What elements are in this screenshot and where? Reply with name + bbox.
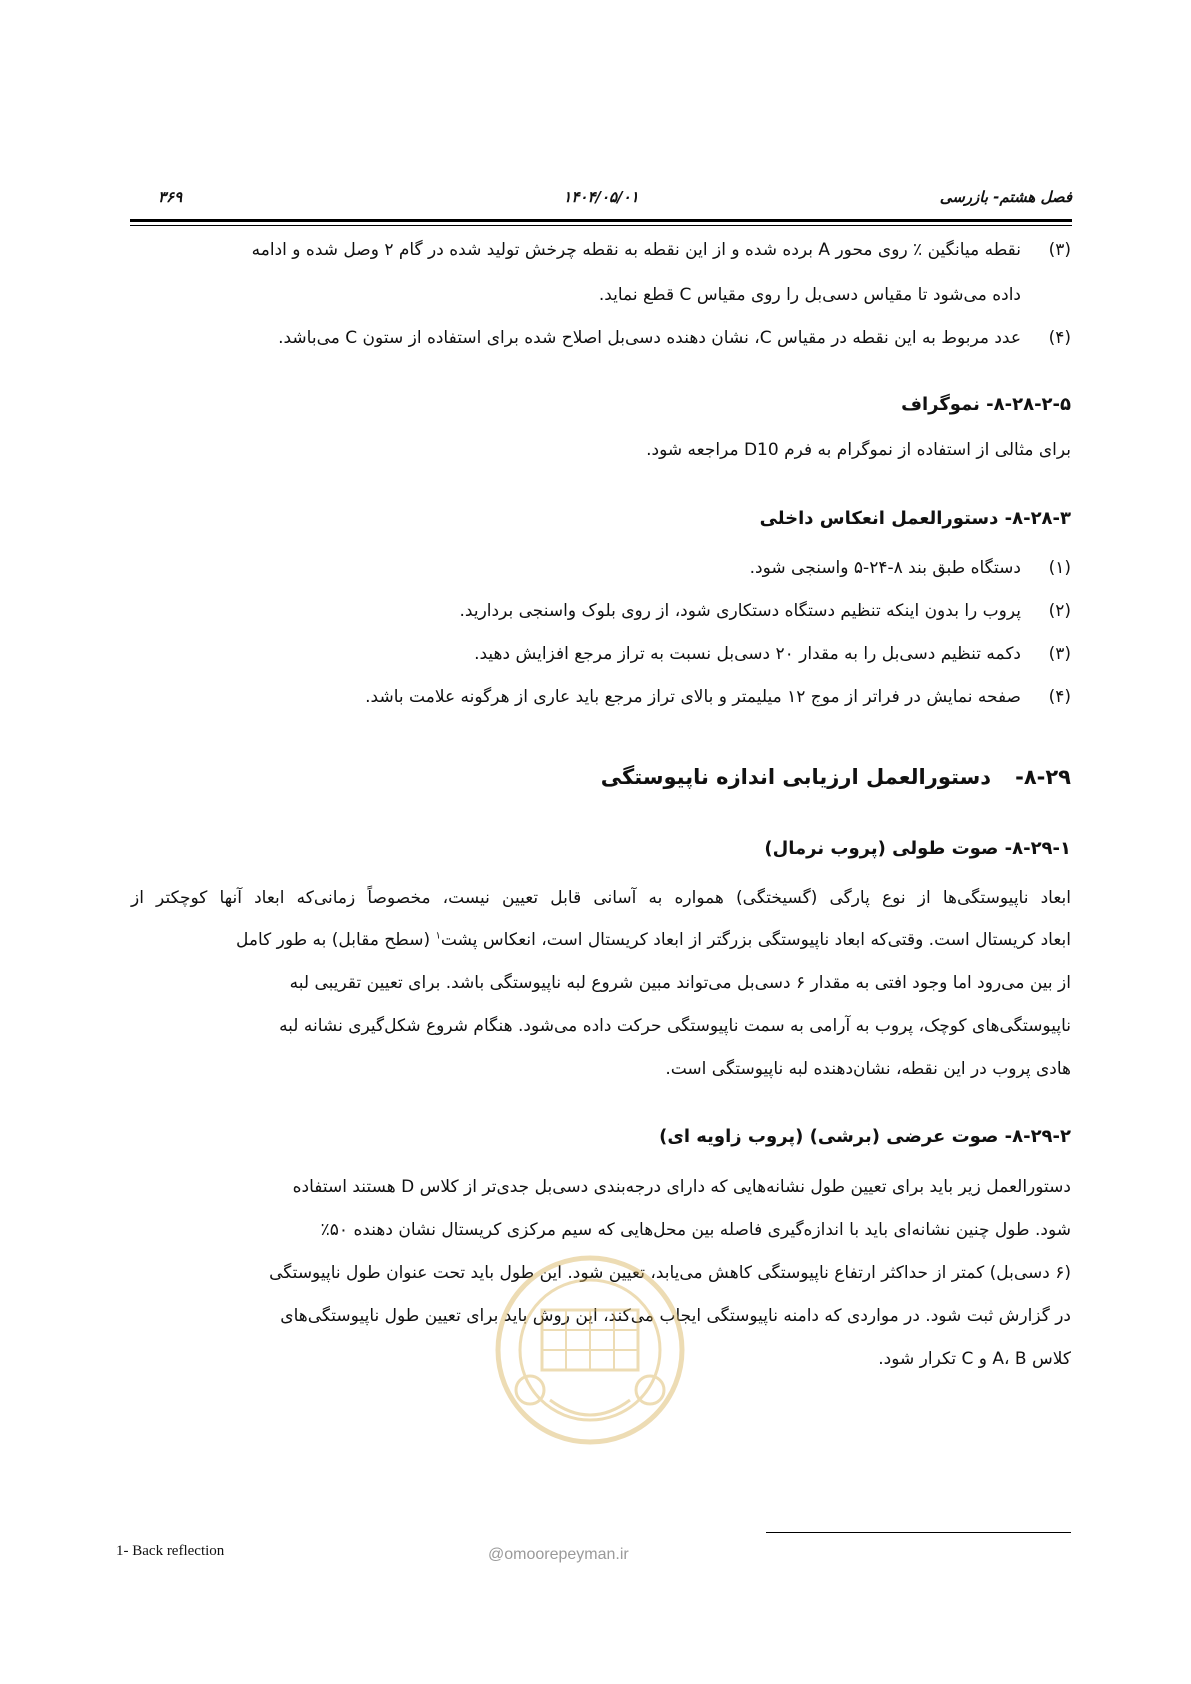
header-rule-thick	[130, 219, 1072, 222]
paragraph: برای مثالی از استفاده از نموگرام به فرم D10 مراجعه شود.	[646, 440, 1071, 460]
page-number: ۳۶۹	[158, 188, 183, 206]
footnote-rule	[766, 1532, 1071, 1533]
list-item: (۲)پروب را بدون اینکه تنظیم دستگاه دستکاری شود، از روی بلوک واسنجی بردارید.	[459, 601, 1071, 621]
paragraph-line: شود. طول چنین نشانه‌ای باید با اندازه‌گیری فاصله بین محل‌هایی که سیم مرکزی کریستال نشان دهنده ۵۰٪	[320, 1220, 1071, 1240]
list-item: (۱)دستگاه طبق بند ۸-۲۴-۵ واسنجی شود.	[749, 558, 1071, 578]
header-rule-thin	[130, 225, 1072, 226]
chapter-title: فصل هشتم- بازرسی	[939, 188, 1072, 206]
page-header	[130, 188, 1072, 216]
footnote: 1- Back reflection	[116, 1543, 225, 1559]
section-title: دستورالعمل ارزیابی اندازه ناپیوستگی	[600, 765, 991, 789]
header-date: ۱۴۰۴/۰۵/۰۱	[563, 188, 639, 206]
list-item: (۳)نقطه میانگین ٪ روی محور A برده شده و از این نقطه به نقطه چرخش تولید شده در گام ۲ وصل شده و ادامه	[251, 240, 1071, 260]
paragraph-line: ابعاد کریستال است. وقتی‌که ابعاد ناپیوستگی بزرگتر از ابعاد کریستال است، انعکاس پشت$^۱$ (سطح مقابل) به طور کامل	[235, 930, 1071, 950]
paragraph-line: کلاس A، B و C تکرار شود.	[878, 1349, 1071, 1369]
list-item: (۴)عدد مربوط به این نقطه در مقیاس C، نشان دهنده دسی‌بل اصلاح شده برای استفاده از ستون C می‌باشد.	[278, 328, 1071, 348]
paragraph-line: از بین می‌رود اما وجود افتی به مقدار ۶ دسی‌بل می‌تواند مبین شروع لبه ناپیوستگی باشد. برای تعیین تقریبی لبه	[289, 973, 1071, 993]
list-item-continuation: داده می‌شود تا مقیاس دسی‌بل را روی مقیاس C قطع نماید.	[598, 285, 1021, 305]
section-number: ۸-۲۹-	[1015, 765, 1071, 789]
list-item: (۴)صفحه نمایش در فراتر از موج ۱۲ میلیمتر و بالای تراز مرجع باید عاری از هرگونه علامت باشد.	[365, 687, 1071, 707]
list-item: (۳)دکمه تنظیم دسی‌بل را به مقدار ۲۰ دسی‌بل نسبت به تراز مرجع افزایش دهید.	[474, 644, 1071, 664]
watermark-text: @omoorepeyman.ir	[488, 1546, 629, 1563]
section-heading: ۸-۲۸-۳- دستورالعمل انعکاس داخلی	[759, 508, 1071, 529]
paragraph-line: در گزارش ثبت شود. در مواردی که دامنه ناپیوستگی ایجاب می‌کند، این روش باید برای تعیین طول ناپیوستگی‌های	[280, 1306, 1071, 1326]
section-heading: ۸-۲۹-۲- صوت عرضی (برشی) (پروب زاویه ای)	[659, 1126, 1071, 1147]
footnote-mark: ۱	[435, 930, 441, 942]
chapter-section-heading	[131, 765, 1071, 789]
section-heading: ۸-۲۸-۲-۵- نموگراف	[901, 394, 1071, 415]
paragraph-line: ابعاد ناپیوستگی‌ها از نوع پارگی (گسیختگی) همواره به آسانی قابل تعیین نیست، مخصوصاً زمانی‌که ابعاد آنها کوچکتر از	[131, 888, 1071, 908]
paragraph-line: ناپیوستگی‌های کوچک، پروب به آرامی به سمت ناپیوستگی حرکت داده می‌شود. هنگام شروع شکل‌گیری نشانه لبه	[279, 1016, 1071, 1036]
paragraph-line: (۶ دسی‌بل) کمتر از حداکثر ارتفاع ناپیوستگی کاهش می‌یابد، تعیین شود. این طول باید تحت عنوان طول ناپیوستگی	[269, 1263, 1071, 1283]
paragraph-line: هادی پروب در این نقطه، نشان‌دهنده لبه ناپیوستگی است.	[665, 1059, 1071, 1079]
paragraph-line: دستورالعمل زیر باید برای تعیین طول نشانه‌هایی که دارای درجه‌بندی دسی‌بل جدی‌تر از کلاس D هستند استفاده	[292, 1177, 1071, 1197]
section-heading: ۸-۲۹-۱- صوت طولی (پروب نرمال)	[764, 838, 1071, 859]
seal-logo-icon	[490, 1240, 690, 1470]
